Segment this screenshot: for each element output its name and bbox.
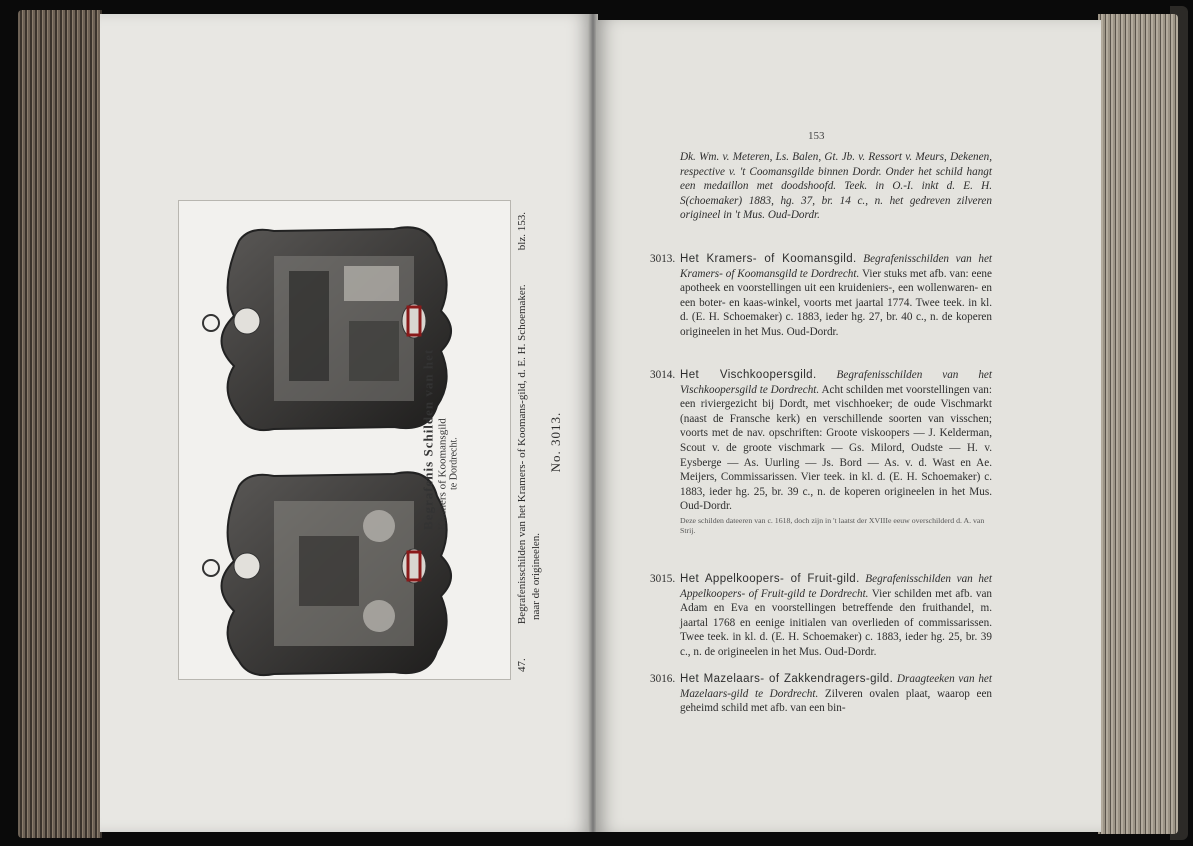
- intro-paragraph: [680, 150, 992, 223]
- entry-body: Zilveren ovalen plaat, waarop een geheimd schild met afb. van een bin-: [680, 687, 993, 715]
- entry-heading: Het Appelkoopers- of Fruit-gild.: [680, 573, 860, 585]
- caption-page-label: 47.: [516, 658, 528, 672]
- entry-heading: Het Vischkoopersgild.: [680, 369, 817, 381]
- plate-photo: [178, 200, 511, 680]
- entry-note: Deze schilden dateeren van c. 1618, doch zijn in 't laatst der XVIIIe eeuw overschilderd d. A. van Strij.: [680, 515, 985, 535]
- entry-number: 3016.: [650, 673, 676, 685]
- caption-line1: Begrafenisschilden van het Kramers- of Koomans-gild, d. E. H. Schoemaker.: [516, 284, 528, 625]
- plate-title-line3: te Dordrecht.: [448, 437, 460, 490]
- entry-number: 3014.: [650, 369, 676, 381]
- caption-plate-number: No. 3013.: [548, 411, 563, 473]
- book-edge-left: [18, 10, 102, 838]
- intro-text: Dk. Wm. v. Meteren, Ls. Balen, Gt. Jb. v. Ressort v. Meurs, Dekenen, respective v. 't Coomansgilde binnen Dordr. Onder het schild hangt een medaillon met doodshoofd. Teek. in O.-I. inkt d. E. H. S(choemaker) 1883, hg. 37, br. 14 c., n. het gedreven zilveren origineel in 't Mus. Oud-Dordr.: [680, 151, 992, 222]
- plate-title-line2: Kramers of Koomansgild: [436, 418, 449, 530]
- entry-3016: [650, 672, 993, 716]
- page-number: 153: [808, 130, 825, 142]
- entry-3013: [650, 252, 993, 340]
- entry-number: 3015.: [650, 573, 676, 585]
- entry-heading: Het Kramers- of Koomansgild.: [680, 253, 857, 265]
- entry-3014: [650, 368, 993, 536]
- entry-title: Draagteeken van het Mazelaars-gild te Dordrecht.: [680, 673, 992, 700]
- caption-line2: naar de origineelen.: [530, 532, 542, 620]
- plate-title: [421, 290, 460, 530]
- shield-top: [203, 227, 451, 430]
- plate-caption: [515, 212, 575, 672]
- shield-bottom: [203, 472, 451, 675]
- entry-title: Begrafenisschilden van het Vischkoopersgild te Dordrecht.: [680, 369, 993, 396]
- entry-title: Begrafenisschilden van het Kramers- of Koomansgild te Dordrecht.: [680, 253, 993, 280]
- plate-title-line1: Begrafenis Schilden van het: [420, 348, 436, 530]
- entry-3015: [650, 572, 993, 660]
- funeral-shields-image: [179, 201, 510, 679]
- entry-body: Vier schilden met afb. van Adam en Eva en voorstellingen betreffende den fruithandel, m. jaartal 1768 en eenige initialen van overlieden of commissarissen. Twee teek. in kl. d. (E. H. Schoemaker) c. 1883, ieder hg. 25, br. 39 c., n. de origineelen in het Mus. Oud-Dordr.: [680, 587, 992, 658]
- book-edge-right: [1098, 14, 1178, 834]
- entry-heading: Het Mazelaars- of Zakkendragers-gild.: [680, 673, 894, 685]
- caption-plate-ref: blz. 153.: [516, 212, 528, 251]
- entry-number: 3013.: [650, 253, 676, 265]
- entry-body: Acht schilden met voorstellingen van: een riviergezicht bij Dordt, met vischhoeker; de oude Vischmarkt (naast de Fransche kerk) en verschillende soorten van visschen; voorts met de nav. opschriften: Groote viskoopers — J. Kelderman, Scout v. de groote vischmark — Gs. Milord, Oudste — H. v. Eysberge — As. Uurling — Js. Bord — As. v. d. Wast en Ae. Meijers, Commissarissen. Vier teek. in kl. d. (E. H. Schoemaker) c. 1883, ieder hg. 25, br. 39 c., n. de koperen origineelen in het Mus. Oud-Dordr.: [680, 383, 992, 513]
- entry-body: Vier stuks met afb. van: eene apotheek en voorstellingen uit een kruideniers-, een wollenwaren- en een boter- en kaas-winkel, voorts met jaartal 1774. Twee teek. in kl. d. (E. H. Schoemaker) c. 1883, ieder hg. 27, br. 40 c., n. de koperen origineelen in het Mus. Oud-Dordr.: [680, 267, 992, 338]
- entry-title: Begrafenisschilden van het Appelkoopers- of Fruit-gild te Dordrecht.: [680, 573, 993, 600]
